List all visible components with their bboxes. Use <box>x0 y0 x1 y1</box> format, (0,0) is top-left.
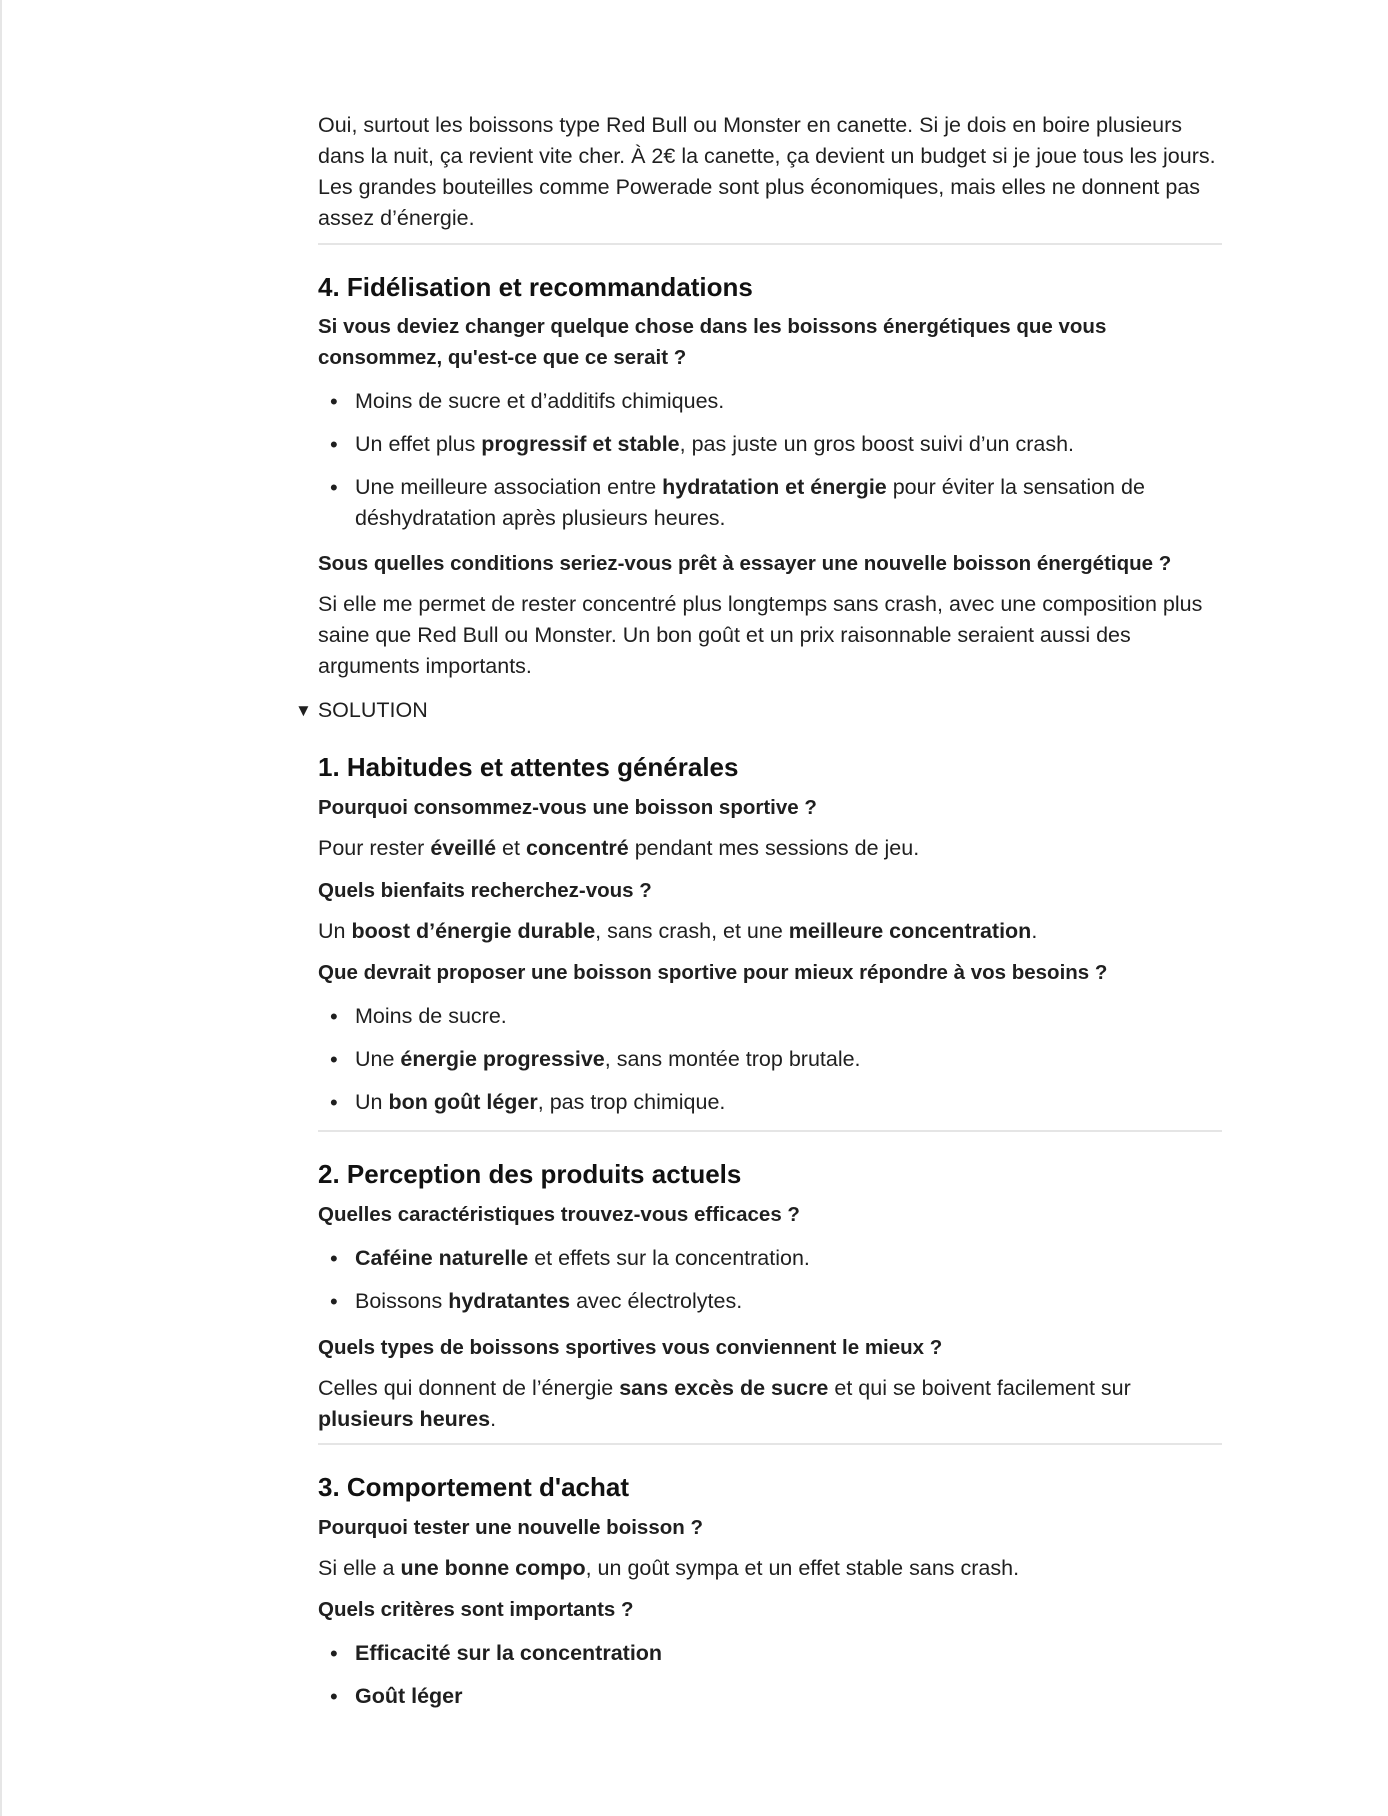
list-item: • Moins de sucre et d’additifs chimiques. <box>318 386 1222 417</box>
triangle-down-icon: ▼ <box>295 701 312 720</box>
list-item: • Moins de sucre. <box>318 1001 1222 1032</box>
intro-paragraph: Oui, surtout les boissons type Red Bull ou Monster en canette. Si je dois en boire plusieurs dans la nuit, ça revient vite cher. À 2€ la canette, ça devient un budget si je joue tous les jours. Les grandes bouteilles comme Powerade sont plus économiques, mais elles ne donnent pas assez d’énergie. <box>318 113 1216 230</box>
sol1-bullet-list <box>318 1001 1222 1118</box>
sol3-question-2: Quels critères sont importants ? <box>318 1598 634 1621</box>
section-divider <box>318 1443 1222 1445</box>
section-4-title: 4. Fidélisation et recommandations <box>318 272 753 302</box>
solution-1-title: 1. Habitudes et attentes générales <box>318 752 739 782</box>
sol1-question-1: Pourquoi consommez-vous une boisson sportive ? <box>318 796 817 819</box>
list-item: • Un effet plus progressif et stable, pas juste un gros boost suivi d’un crash. <box>318 429 1222 460</box>
list-item: • Caféine naturelle et effets sur la concentration. <box>318 1243 1222 1274</box>
sol1-question-2: Quels bienfaits recherchez-vous ? <box>318 879 652 902</box>
sol1-answer-1: Pour rester éveillé et concentré pendant mes sessions de jeu. <box>318 836 920 860</box>
sol2-question-2: Quels types de boissons sportives vous conviennent le mieux ? <box>318 1336 943 1359</box>
solution-3-title: 3. Comportement d'achat <box>318 1472 630 1502</box>
list-item: • Un bon goût léger, pas trop chimique. <box>318 1087 1222 1118</box>
section-divider <box>318 243 1222 245</box>
page-left-border <box>0 0 2 1816</box>
toggle-label: SOLUTION <box>317 698 428 722</box>
list-item: • Efficacité sur la concentration <box>318 1638 1222 1669</box>
sol1-question-3: Que devrait proposer une boisson sportive pour mieux répondre à vos besoins ? <box>318 961 1108 984</box>
sol2-answer-2: Celles qui donnent de l’énergie sans excès de sucre et qui se boivent facilement sur plusieurs heures. <box>318 1376 1131 1431</box>
solution-2-title: 2. Perception des produits actuels <box>318 1159 742 1189</box>
list-item: • Une meilleure association entre hydratation et énergie pour éviter la sensation de déshydratation après plusieurs heures. <box>318 472 1222 534</box>
s4-question-2: Sous quelles conditions seriez-vous prêt à essayer une nouvelle boisson énergétique ? <box>318 552 1172 575</box>
section-divider <box>318 1130 1222 1132</box>
s4-bullet-list <box>318 386 1222 534</box>
s4-question-1: Si vous deviez changer quelque chose dans les boissons énergétiques que vous consommez, qu'est-ce que ce serait ? <box>318 315 1107 369</box>
list-item: • Boissons hydratantes avec électrolytes. <box>318 1286 1222 1317</box>
sol3-question-1: Pourquoi tester une nouvelle boisson ? <box>318 1516 703 1539</box>
sol3-answer-1: Si elle a une bonne compo, un goût sympa et un effet stable sans crash. <box>318 1556 1020 1580</box>
solution-toggle[interactable] <box>295 695 428 726</box>
list-item: • Goût léger <box>318 1681 1222 1712</box>
sol2-bullet-list <box>318 1243 1222 1317</box>
sol3-bullet-list <box>318 1638 1222 1712</box>
sol1-answer-2: Un boost d’énergie durable, sans crash, et une meilleure concentration. <box>318 919 1038 943</box>
sol2-question-1: Quelles caractéristiques trouvez-vous efficaces ? <box>318 1203 800 1226</box>
s4-answer-2: Si elle me permet de rester concentré plus longtemps sans crash, avec une composition plus saine que Red Bull ou Monster. Un bon goût et un prix raisonnable seraient aussi des arguments importants. <box>318 592 1203 678</box>
list-item: • Une énergie progressive, sans montée trop brutale. <box>318 1044 1222 1075</box>
